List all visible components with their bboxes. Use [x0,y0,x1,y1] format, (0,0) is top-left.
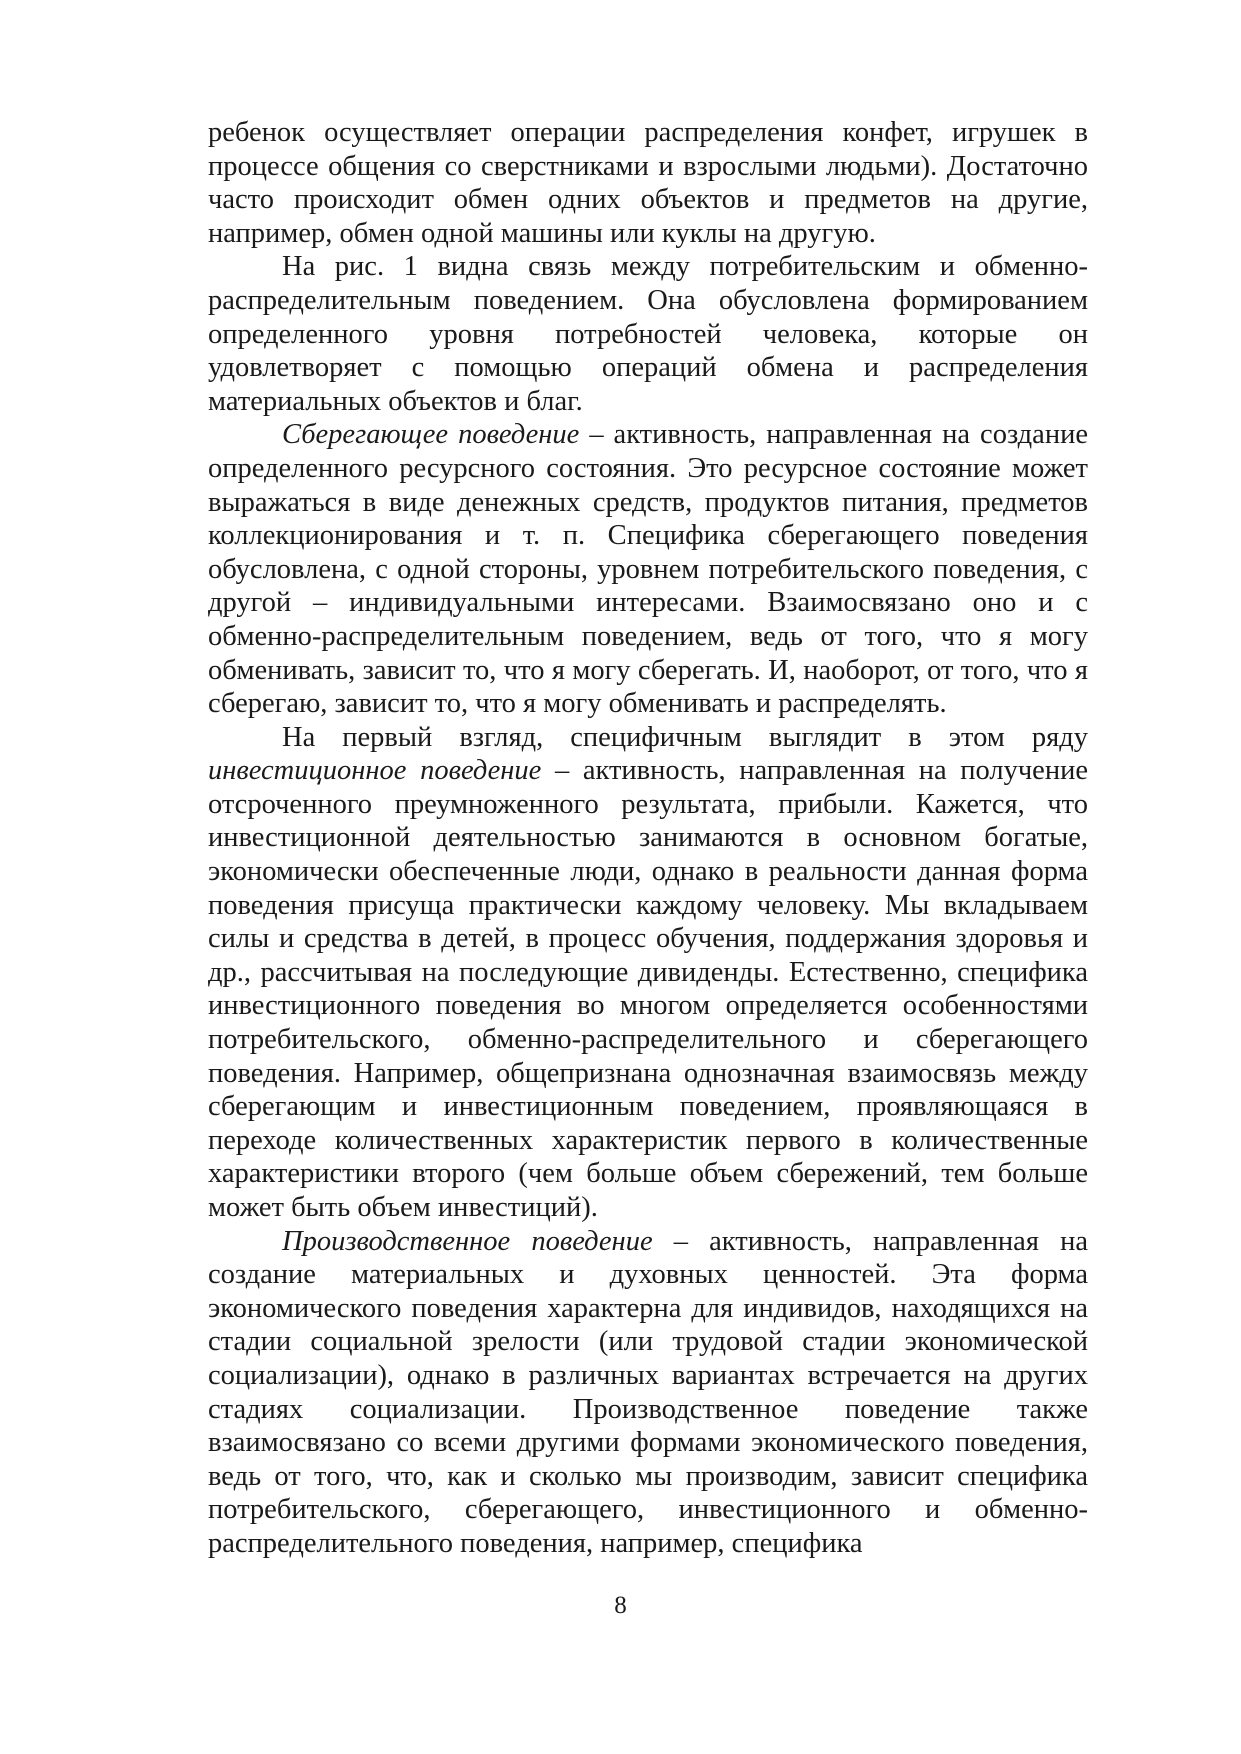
paragraph-4-pre: На первый взгляд, специфичным выглядит в этом ряду [282,721,1088,753]
body-text [208,116,1088,1561]
paragraph-production-behavior [208,1225,1088,1561]
paragraph-saving-behavior [208,418,1088,720]
paragraph-2-text: На рис. 1 видна связь между потребительским и обменно-распределительным поведением. Она обусловлена формированием определенного уровня потребностей человека, которые он удовлетворяет с помощью операций обмена и распределения материальных объектов и благ. [208,251,1088,417]
term-investment-behavior: инвестиционное поведение [208,755,542,787]
paragraph-3-text: – активность, направленная на создание определенного ресурсного состояния. Это ресурсное состояние может выражаться в виде денежных средств, продуктов питания, предметов коллекционирования и т. п. Специфика сберегающего поведения обусловлена, с одной стороны, уровнем потребительского поведения, с другой – индивидуальными интересами. Взаимосвязано оно и с обменно-распределительным поведением, ведь от того, что я могу обменивать, зависит то, что я могу сберегать. И, наоборот, от того, что я сберегаю, зависит то, что я могу обменивать и распределять. [208,419,1088,720]
paragraph-2 [208,250,1088,418]
page-number: 8 [614,1592,627,1619]
paragraph-4-text: – активность, направленная на получение отсроченного преумноженного результата, прибыли. Кажется, что инвестиционной деятельностью занимаются в основном богатые, экономически обеспеченные люди, однако в реальности данная форма поведения присуща практически каждому человеку. Мы вкладываем силы и средства в детей, в процесс обучения, поддержания здоровья и др., рассчитывая на последующие дивиденды. Естественно, специфика инвестиционного поведения во многом определяется особенностями потребительского, обменно-распределительного и сберегающего поведения. Например, общепризнана однозначная взаимосвязь между сберегающим и инвестиционным поведением, проявляющаяся в переходе количественных характеристик первого в количественные характеристики второго (чем больше объем сбережений, тем больше может быть объем инвестиций). [208,755,1088,1223]
paragraph-5-text: – активность, направленная на создание материальных и духовных ценностей. Эта форма экономического поведения характерна для индивидов, находящихся на стадии социальной зрелости (или трудовой стадии экономической социализации), однако в различных вариантах встречается на других стадиях социализации. Производственное поведение также взаимосвязано со всеми другими формами экономического поведения, ведь от того, что, как и сколько мы производим, зависит специфика потребительского, сберегающего, инвестиционного и обменно-распределительного поведения, например, специфика [208,1225,1088,1559]
term-saving-behavior: Сберегающее поведение [282,419,580,451]
paragraph-1-text: ребенок осуществляет операции распределения конфет, игрушек в процессе общения со сверстниками и взрослыми людьми). Достаточно часто происходит обмен одних объектов и предметов на другие, например, обмен одной машины или куклы на другую. [208,117,1088,249]
paragraph-investment-behavior [208,721,1088,1225]
paragraph-1 [208,116,1088,250]
term-production-behavior: Производственное поведение [282,1225,653,1257]
